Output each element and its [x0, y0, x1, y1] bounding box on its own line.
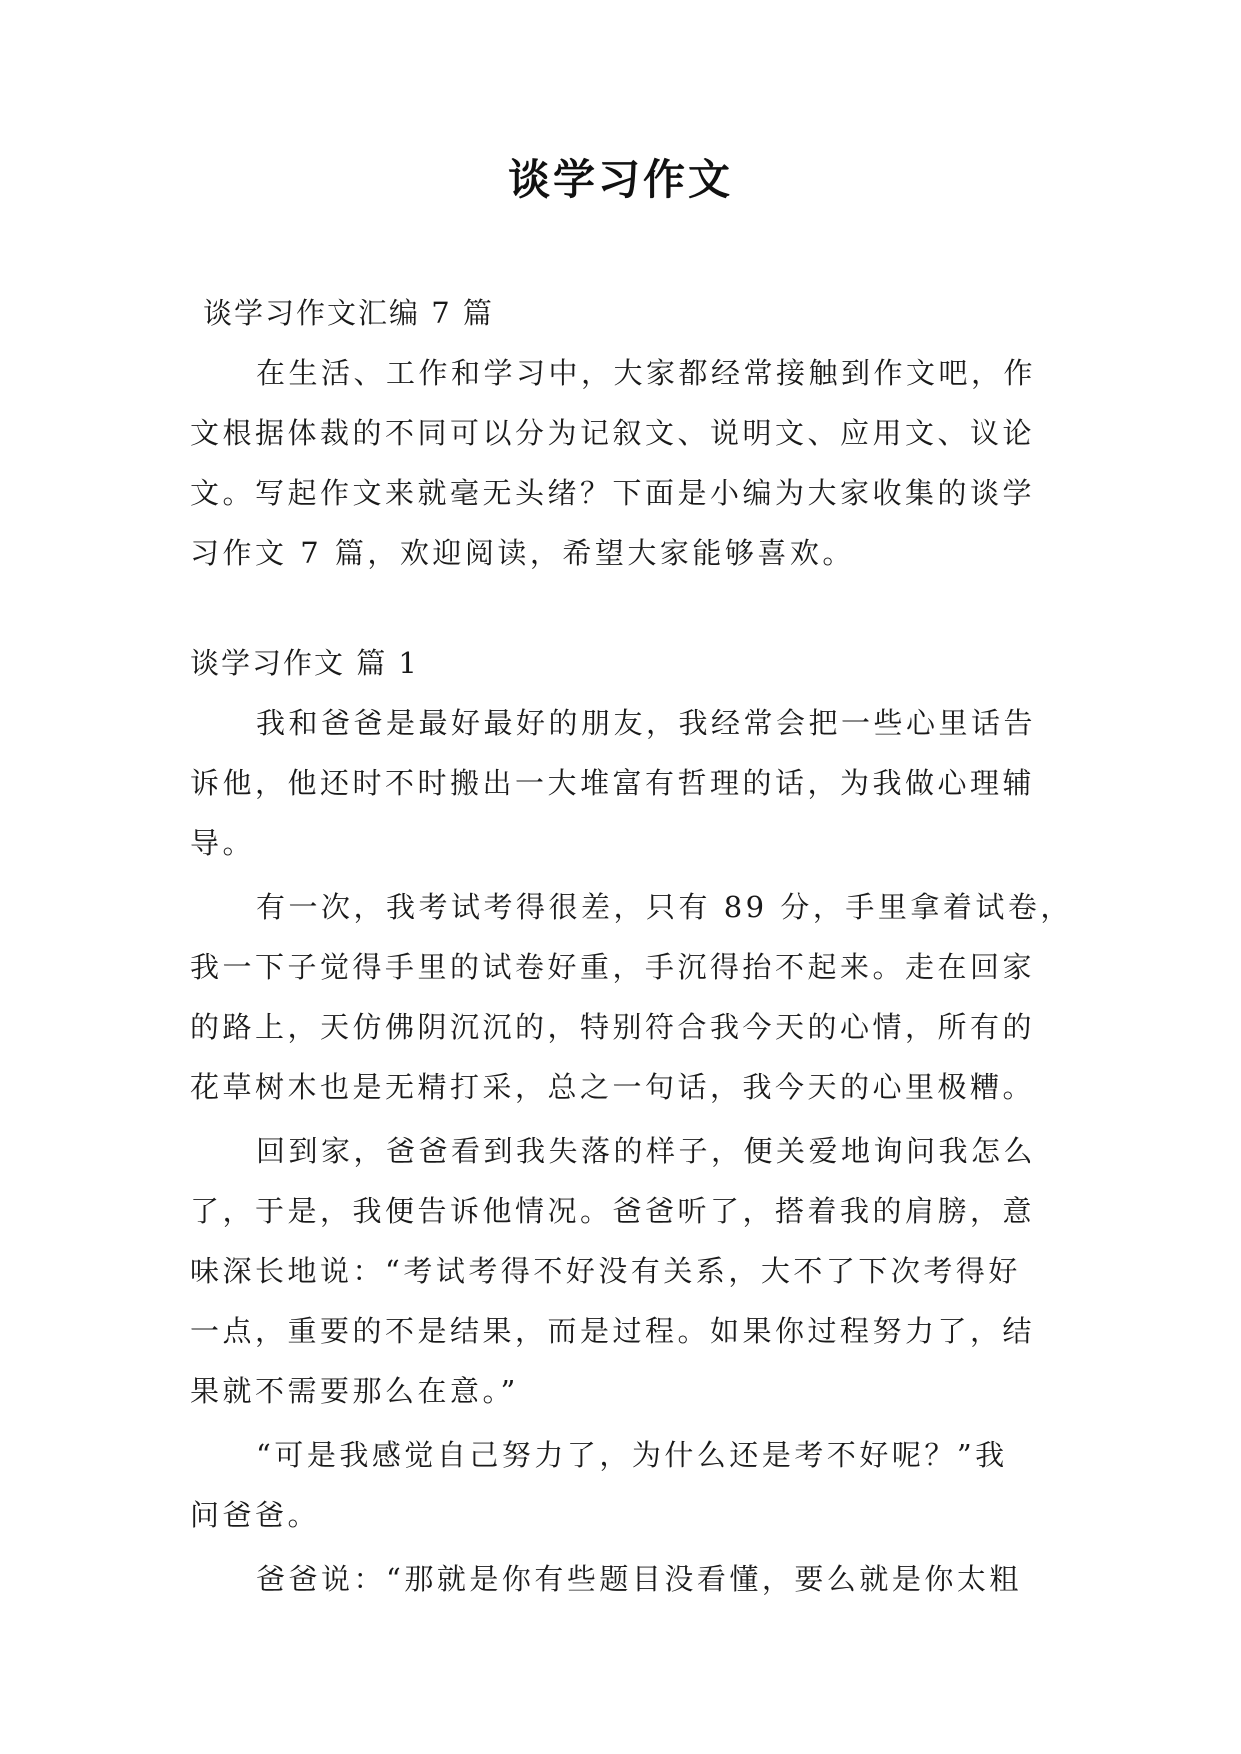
essay-line: 导。 [190, 826, 256, 860]
essay-line: 我一下子觉得手里的试卷好重，手沉得抬不起来。走在回家 [190, 950, 1036, 984]
essay-paragraph [190, 877, 1073, 1117]
essay-line: 诉他，他还时不时搬出一大堆富有哲理的话，为我做心理辅 [190, 766, 1036, 800]
essay-line: 的路上，天仿佛阴沉沉的，特别符合我今天的心情，所有的 [190, 1010, 1036, 1044]
document-title: 谈学习作文 [507, 155, 733, 204]
essay-line: 味深长地说：“考试考得不好没有关系，大不了下次考得好 [190, 1254, 1021, 1288]
essay-line: 爸爸说：“那就是你有些题目没看懂，要么就是你太粗 [256, 1562, 1022, 1596]
essay-line: 了，于是，我便告诉他情况。爸爸听了，搭着我的肩膀，意 [190, 1194, 1036, 1228]
essay-paragraph [190, 1549, 1046, 1609]
essay-line: 问爸爸。 [190, 1498, 321, 1532]
essay-line: 有一次，我考试考得很差，只有 89 分，手里拿着试卷， [256, 890, 1073, 924]
essay-line: “可是我感觉自己努力了，为什么还是考不好呢？”我 [256, 1438, 1008, 1472]
document-subtitle: 谈学习作文汇编 7 篇 [203, 296, 494, 330]
section-heading: 谈学习作文 篇 1 [190, 646, 419, 680]
intro-paragraph [190, 343, 1046, 583]
essay-paragraph [190, 693, 1046, 873]
intro-line: 文。写起作文来就毫无头绪？下面是小编为大家收集的谈学 [190, 476, 1036, 510]
essay-line: 果就不需要那么在意。” [190, 1374, 519, 1408]
intro-line: 文根据体裁的不同可以分为记叙文、说明文、应用文、议论 [190, 416, 1036, 450]
essay-paragraph [190, 1425, 1046, 1545]
intro-line: 在生活、工作和学习中，大家都经常接触到作文吧，作 [256, 356, 1037, 390]
essay-line: 回到家，爸爸看到我失落的样子，便关爱地询问我怎么 [256, 1134, 1037, 1168]
essay-line: 花草树木也是无精打采，总之一句话，我今天的心里极糟。 [190, 1070, 1036, 1104]
essay-line: 我和爸爸是最好最好的朋友，我经常会把一些心里话告 [256, 706, 1037, 740]
intro-line: 习作文 7 篇，欢迎阅读，希望大家能够喜欢。 [190, 536, 855, 570]
essay-paragraph [190, 1121, 1046, 1421]
essay-body [190, 693, 1073, 1609]
essay-line: 一点，重要的不是结果，而是过程。如果你过程努力了，结 [190, 1314, 1036, 1348]
